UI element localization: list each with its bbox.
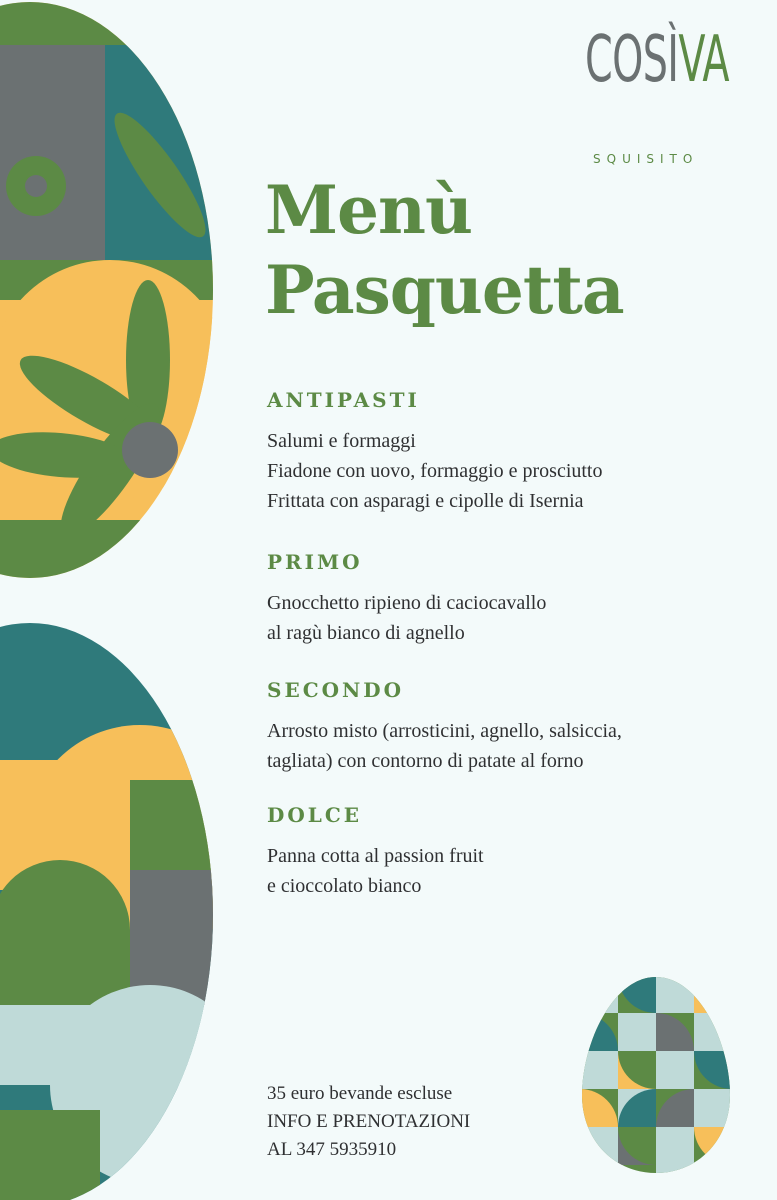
top-egg-pattern bbox=[0, 0, 230, 580]
booking-info-text: INFO E PRENOTAZIONI bbox=[267, 1111, 471, 1132]
footer-info bbox=[267, 1080, 470, 1164]
section-dolce bbox=[267, 803, 484, 901]
brand-name: COSÌVA bbox=[585, 23, 729, 97]
menu-title bbox=[265, 170, 624, 330]
section-heading: ANTIPASTI bbox=[267, 388, 420, 412]
menu-item: tagliata) con contorno di patate al forno bbox=[267, 750, 584, 772]
menu-item: Arrosto misto (arrosticini, agnello, salsiccia, bbox=[267, 720, 622, 742]
section-antipasti bbox=[267, 388, 603, 516]
menu-item: Frittata con asparagi e cipolle di Isernia bbox=[267, 490, 584, 512]
bottom-egg-pattern bbox=[0, 620, 230, 1200]
price-text: 35 euro bevande escluse bbox=[267, 1083, 453, 1104]
section-secondo bbox=[267, 678, 622, 776]
brand-tagline: SQUISITO bbox=[593, 152, 699, 166]
easter-egg-icon bbox=[580, 975, 732, 1175]
section-primo bbox=[267, 550, 546, 648]
section-heading: SECONDO bbox=[267, 678, 405, 702]
menu-item: Gnocchetto ripieno di caciocavallo bbox=[267, 592, 547, 614]
section-heading: PRIMO bbox=[267, 550, 363, 574]
menu-item: al ragù bianco di agnello bbox=[267, 622, 465, 644]
menu-item: e cioccolato bianco bbox=[267, 875, 422, 897]
menu-title-line-1: Menù bbox=[265, 171, 473, 249]
easter-egg-decoration-left bbox=[0, 0, 230, 1200]
brand-logo bbox=[585, 23, 745, 166]
menu-item: Salumi e formaggi bbox=[267, 430, 416, 452]
section-heading: DOLCE bbox=[267, 803, 362, 827]
menu-item: Fiadone con uovo, formaggio e prosciutto bbox=[267, 460, 603, 482]
menu-title-line-2: Pasquetta bbox=[265, 251, 624, 329]
menu-item: Panna cotta al passion fruit bbox=[267, 845, 484, 867]
phone-number: AL 347 5935910 bbox=[267, 1139, 397, 1160]
